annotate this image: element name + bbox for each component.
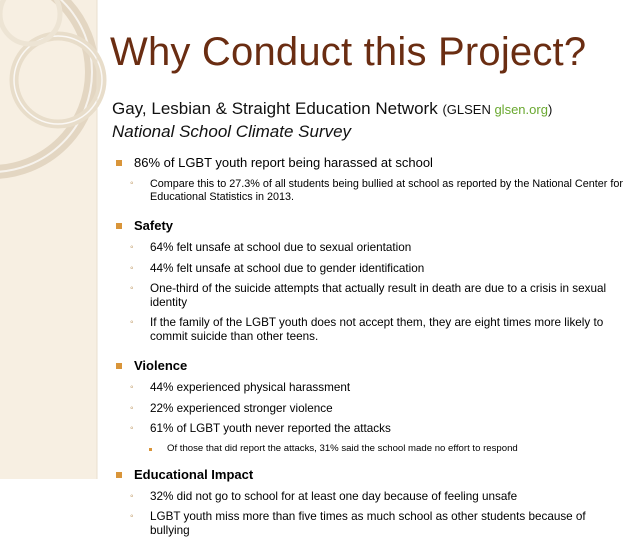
bullet-harassed: 86% of LGBT youth report being harassed at school [112,155,627,171]
survey-name: National School Climate Survey [112,122,352,141]
left-decorative-panel [0,0,97,479]
sub-bullet-safety-2: ◦ 44% felt unsafe at school due to gender identification [112,262,627,276]
bullet-educational-impact: Educational Impact [112,467,627,483]
organization-abbr-suffix: ) [547,102,553,117]
sub-bullet-violence-2: ◦ 22% experienced stronger violence [112,402,627,416]
organization-line [112,98,552,121]
sub-sub-bullet-report: Of those that did report the attacks, 31% said the school made no effort to respond [112,443,627,455]
sub-bullet-violence-3: ◦ 61% of LGBT youth never reported the attacks [112,422,627,436]
sub-bullet-safety-3: ◦ One-third of the suicide attempts that actually result in death are due to a crisis in sexual identity [112,282,627,309]
bullet-content [112,155,627,537]
organization-name: Gay, Lesbian & Straight Education Network [112,99,438,118]
sub-bullet-safety-1: ◦ 64% felt unsafe at school due to sexual orientation [112,241,627,255]
sub-bullet-educational-1: ◦ 32% did not go to school for at least one day because of feeling unsafe [112,490,627,504]
sub-bullet-educational-2: ◦ LGBT youth miss more than five times as much school as other students because of bullying [112,510,627,537]
slide-title: Why Conduct this Project? [110,30,587,74]
organization-abbr-prefix: (GLSEN [442,102,495,117]
sub-bullet-violence-1: ◦ 44% experienced physical harassment [112,381,627,395]
bullet-safety: Safety [112,218,627,234]
bullet-violence: Violence [112,358,627,374]
sub-bullet-safety-4: ◦ If the family of the LGBT youth does not accept them, they are eight times more likely to commit suicide than other teens. [112,316,627,343]
sub-bullet-comparison: ◦ Compare this to 27.3% of all students being bullied at school as reported by the National Center for Educational Statistics in 2013. [112,178,627,203]
glsen-link[interactable]: glsen.org [494,102,548,117]
